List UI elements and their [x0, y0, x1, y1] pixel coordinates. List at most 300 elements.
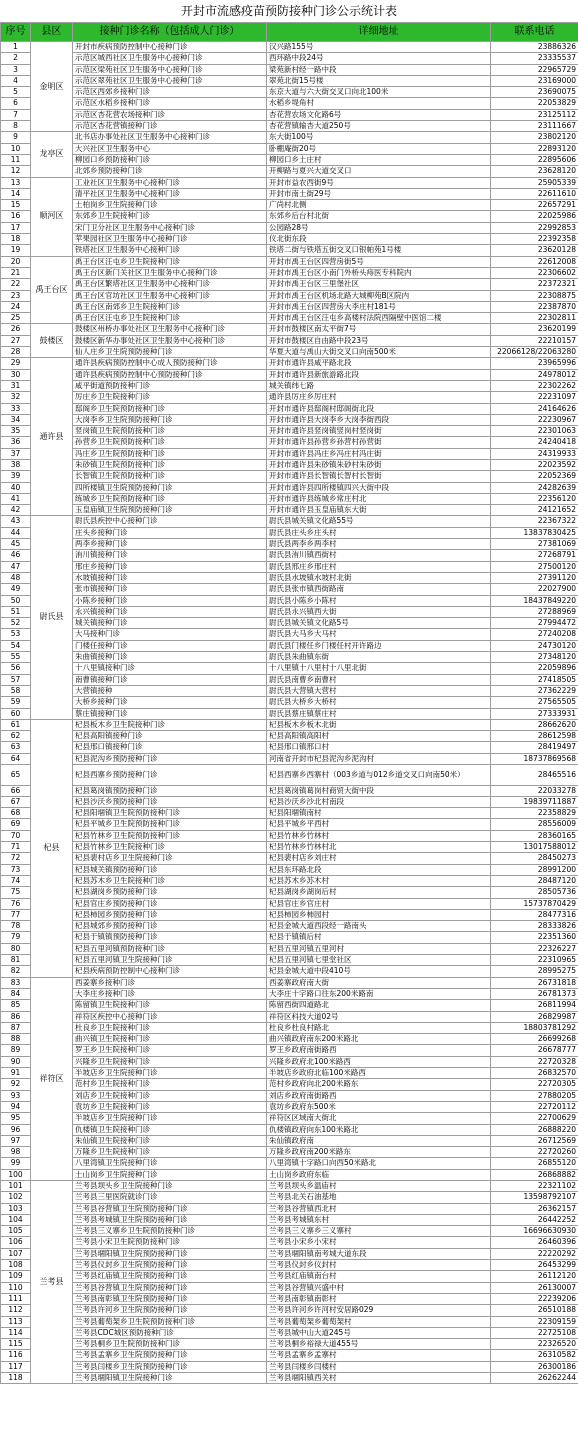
cell-phone: 23886326	[491, 42, 578, 53]
table-row	[1, 830, 578, 841]
table-row	[1, 606, 578, 617]
cell-phone: 26731818	[491, 977, 578, 988]
cell-clinic: 厉庄乡卫生院接种门诊	[73, 392, 267, 403]
table-row	[1, 392, 578, 403]
cell-clinic: 刘店乡卫生院接种门诊	[73, 1090, 267, 1101]
cell-address: 尉氏县庄头乡庄头村	[267, 527, 491, 538]
cell-address: 杏花营镇输杏大道250号	[267, 121, 491, 132]
table-row	[1, 584, 578, 595]
cell-county: 尉氏县	[31, 516, 73, 719]
cell-clinic: 大马接种门诊	[73, 629, 267, 640]
cell-seq: 61	[1, 719, 31, 730]
cell-address: 开封市南土街29号	[267, 188, 491, 199]
cell-address: 罗王乡政府南街路西	[267, 1045, 491, 1056]
cell-address: 陈留西街四道路北	[267, 1000, 491, 1011]
table-row	[1, 943, 578, 954]
cell-seq: 72	[1, 853, 31, 864]
cell-seq: 18	[1, 234, 31, 245]
cell-phone: 22351360	[491, 932, 578, 943]
cell-seq: 56	[1, 663, 31, 674]
header-county: 县区	[31, 23, 73, 42]
table-row	[1, 966, 578, 977]
header-clinic: 接种门诊名称（包括成人门诊）	[73, 23, 267, 42]
table-row	[1, 245, 578, 256]
cell-seq: 105	[1, 1226, 31, 1237]
cell-phone: 26868882	[491, 1169, 578, 1180]
table-row	[1, 1147, 578, 1158]
cell-clinic: 城关镇接种门诊	[73, 618, 267, 629]
cell-address: 祥符区区域南大街北	[267, 1113, 491, 1124]
cell-clinic: 宋门卫分社区卫生服务中心接种门诊	[73, 222, 267, 233]
table-row	[1, 1158, 578, 1169]
cell-phone: 22965729	[491, 64, 578, 75]
cell-phone: 28333826	[491, 921, 578, 932]
cell-clinic: 杞县疾病预防控制中心接种门诊	[73, 966, 267, 977]
cell-seq: 112	[1, 1305, 31, 1316]
table-row	[1, 1293, 578, 1304]
cell-address: 尉氏县门楼任乡门楼任村开许路边	[267, 640, 491, 651]
cell-address: 杞县阳堌镇南村	[267, 808, 491, 819]
cell-clinic: 杞县阳堌镇卫生院预防接种门诊	[73, 808, 267, 819]
cell-address: 尉氏县水坡镇水坡村北街	[267, 572, 491, 583]
cell-seq: 58	[1, 685, 31, 696]
cell-phone: 28991200	[491, 864, 578, 875]
table-row	[1, 358, 578, 369]
cell-seq: 109	[1, 1271, 31, 1282]
cell-clinic: 示范区杏花营农场接种门诊	[73, 109, 267, 120]
cell-address: 开封市通许县竖岗镇竖岗村竖岗街	[267, 426, 491, 437]
table-row	[1, 166, 578, 177]
cell-address: 开封市禹王台区机场北路大城柳苑B区院内	[267, 290, 491, 301]
cell-clinic: 禹王台区繁塔社区卫生服务中心接种门诊	[73, 279, 267, 290]
cell-seq: 91	[1, 1068, 31, 1079]
table-row	[1, 1339, 578, 1350]
cell-address: 杞县金城大道西段经一路南头	[267, 921, 491, 932]
cell-phone: 28450273	[491, 853, 578, 864]
cell-address: 兰考县谷营镇西北村	[267, 1203, 491, 1214]
table-row	[1, 753, 578, 764]
cell-clinic: 兰考县坝头乡卫生院接种门诊	[73, 1180, 267, 1191]
cell-address: 西姜寨政府南大街	[267, 977, 491, 988]
cell-clinic: 禹王台区官坊社区卫生服务中心接种门诊	[73, 290, 267, 301]
cell-seq: 106	[1, 1237, 31, 1248]
cell-phone: 26712569	[491, 1135, 578, 1146]
table-row	[1, 887, 578, 898]
cell-seq: 90	[1, 1056, 31, 1067]
table-row	[1, 708, 578, 719]
cell-clinic: 祥符区疾控中心接种门诊	[73, 1011, 267, 1022]
cell-clinic: 杞县于镇镇预防接种门诊	[73, 932, 267, 943]
cell-phone: 26855120	[491, 1158, 578, 1169]
cell-phone: 22725108	[491, 1327, 578, 1338]
cell-seq: 43	[1, 516, 31, 527]
table-row	[1, 154, 578, 165]
table-row	[1, 731, 578, 742]
cell-seq: 24	[1, 301, 31, 312]
cell-clinic: 杞县邢口镇接种门诊	[73, 742, 267, 753]
table-row	[1, 1068, 578, 1079]
cell-phone: 26510188	[491, 1305, 578, 1316]
cell-seq: 111	[1, 1293, 31, 1304]
table-row	[1, 1327, 578, 1338]
cell-seq: 83	[1, 977, 31, 988]
cell-phone: 22611610	[491, 188, 578, 199]
table-row	[1, 785, 578, 796]
cell-address: 杜良乡杜良村路北	[267, 1022, 491, 1033]
cell-phone: 22612008	[491, 256, 578, 267]
cell-clinic: 开封市疾病预防控制中心接种门诊	[73, 42, 267, 53]
cell-phone: 16696630930	[491, 1226, 578, 1237]
cell-address: 杞县板木乡板木北街	[267, 719, 491, 730]
cell-clinic: 示范区西郊乡接种门诊	[73, 87, 267, 98]
cell-seq: 75	[1, 887, 31, 898]
cell-seq: 38	[1, 459, 31, 470]
cell-phone: 22720305	[491, 1079, 578, 1090]
cell-clinic: 杞县柿园乡预防接种门诊	[73, 909, 267, 920]
cell-phone: 13837830425	[491, 527, 578, 538]
cell-county: 龙亭区	[31, 132, 73, 177]
table-row	[1, 200, 578, 211]
cell-clinic: 玉皇庙镇卫生院预防接种门诊	[73, 505, 267, 516]
table-row	[1, 177, 578, 188]
cell-seq: 78	[1, 921, 31, 932]
cell-phone: 22700629	[491, 1113, 578, 1124]
cell-seq: 89	[1, 1045, 31, 1056]
cell-phone: 28612598	[491, 731, 578, 742]
cell-seq: 49	[1, 584, 31, 595]
table-row	[1, 414, 578, 425]
cell-clinic: 鼓楼区州桥办事处社区卫生服务中心接种门诊	[73, 324, 267, 335]
cell-seq: 41	[1, 493, 31, 504]
cell-phone: 26829987	[491, 1011, 578, 1022]
cell-seq: 1	[1, 42, 31, 53]
cell-seq: 23	[1, 290, 31, 301]
cell-address: 兰考县南彰镇南彰村	[267, 1293, 491, 1304]
cell-phone: 28995275	[491, 966, 578, 977]
cell-seq: 36	[1, 437, 31, 448]
cell-address: 兰考县闫楼乡闫楼村	[267, 1361, 491, 1372]
table-row	[1, 1203, 578, 1214]
table-row	[1, 437, 578, 448]
cell-county: 顺河区	[31, 177, 73, 256]
cell-clinic: 大李庄乡接种门诊	[73, 988, 267, 999]
cell-seq: 32	[1, 392, 31, 403]
table-row	[1, 222, 578, 233]
cell-seq: 99	[1, 1158, 31, 1169]
cell-address: 华夏大道与禹山大街交叉口向南500米	[267, 347, 491, 358]
cell-phone: 15737870429	[491, 898, 578, 909]
cell-seq: 80	[1, 943, 31, 954]
cell-seq: 51	[1, 606, 31, 617]
table-row	[1, 335, 578, 346]
cell-phone: 22310965	[491, 955, 578, 966]
cell-seq: 70	[1, 830, 31, 841]
cell-address: 兰考县城中山大道245号	[267, 1327, 491, 1338]
cell-seq: 103	[1, 1203, 31, 1214]
cell-phone: 28487120	[491, 875, 578, 886]
cell-seq: 71	[1, 842, 31, 853]
table-row	[1, 403, 578, 414]
cell-seq: 25	[1, 313, 31, 324]
cell-phone: 23335537	[491, 53, 578, 64]
cell-clinic: 兰考县闫楼乡卫生院预防接种门诊	[73, 1361, 267, 1372]
table-row	[1, 98, 578, 109]
cell-phone: 23620199	[491, 324, 578, 335]
cell-seq: 53	[1, 629, 31, 640]
cell-address: 广尚村北侧	[267, 200, 491, 211]
cell-clinic: 杞县官庄乡预防接种门诊	[73, 898, 267, 909]
table-row	[1, 505, 578, 516]
cell-address: 铁塔二街与铁塔五街交叉口银帕苑1号楼	[267, 245, 491, 256]
cell-address: 杞县湖岗乡湖岗后村	[267, 887, 491, 898]
cell-address: 东京大道与六大街交叉口向北100米	[267, 87, 491, 98]
table-row	[1, 674, 578, 685]
table-row	[1, 64, 578, 75]
cell-address: 东郊乡后台村北街	[267, 211, 491, 222]
cell-clinic: 兰考县三里医院就诊门诊	[73, 1192, 267, 1203]
cell-phone: 13017588012	[491, 842, 578, 853]
cell-address: 杞县于镇镇后村	[267, 932, 491, 943]
cell-phone: 22720328	[491, 1056, 578, 1067]
cell-phone: 22066128/22063280	[491, 347, 578, 358]
cell-phone: 26460396	[491, 1237, 578, 1248]
cell-phone: 28465516	[491, 765, 578, 786]
cell-clinic: 铁塔社区卫生服务中心接种门诊	[73, 245, 267, 256]
cell-clinic: 禹王台区新门关社区卫生服务中心接种门诊	[73, 267, 267, 278]
table-row	[1, 1000, 578, 1011]
table-row	[1, 898, 578, 909]
cell-clinic: 示范区杏花营镇接种门诊	[73, 121, 267, 132]
cell-address: 袁坊乡政府东500米	[267, 1101, 491, 1112]
cell-phone: 26832570	[491, 1068, 578, 1079]
table-row	[1, 572, 578, 583]
table-row	[1, 516, 578, 527]
cell-seq: 40	[1, 482, 31, 493]
cell-clinic: 长智镇卫生院预防接种门诊	[73, 471, 267, 482]
table-row	[1, 527, 578, 538]
cell-clinic: 洧川镇接种门诊	[73, 550, 267, 561]
table-row	[1, 719, 578, 730]
table-row	[1, 864, 578, 875]
cell-clinic: 兰考县桐乡卫生院预防接种门诊	[73, 1339, 267, 1350]
cell-clinic: 大桥乡接种门诊	[73, 697, 267, 708]
table-header-row	[1, 23, 578, 42]
table-row	[1, 1271, 578, 1282]
cell-clinic: 袁坊乡卫生院接种门诊	[73, 1101, 267, 1112]
cell-phone: 28419497	[491, 742, 578, 753]
cell-address: 尉氏县大马乡大马村	[267, 629, 491, 640]
cell-phone: 13598792107	[491, 1192, 578, 1203]
table-row	[1, 234, 578, 245]
cell-clinic: 万隆乡卫生院接种门诊	[73, 1147, 267, 1158]
table-row	[1, 188, 578, 199]
table-row	[1, 53, 578, 64]
table-row	[1, 685, 578, 696]
cell-address: 尉氏县蔡庄镇蔡庄村	[267, 708, 491, 719]
cell-seq: 101	[1, 1180, 31, 1191]
table-body	[1, 42, 578, 1384]
cell-clinic: 练城乡卫生院预防接种门诊	[73, 493, 267, 504]
cell-phone: 23802120	[491, 132, 578, 143]
clinic-table	[0, 22, 578, 1384]
cell-phone: 23125112	[491, 109, 578, 120]
cell-phone: 27565505	[491, 697, 578, 708]
table-row	[1, 1056, 578, 1067]
cell-clinic: 杞县裴村店乡卫生院接种门诊	[73, 853, 267, 864]
cell-address: 兰考县坝头乡温庙村	[267, 1180, 491, 1191]
cell-phone: 25905339	[491, 177, 578, 188]
cell-seq: 12	[1, 166, 31, 177]
table-row	[1, 426, 578, 437]
header-address: 详细地址	[267, 23, 491, 42]
cell-phone: 27333931	[491, 708, 578, 719]
cell-clinic: 杜良乡卫生院接种门诊	[73, 1022, 267, 1033]
cell-clinic: 兰考县葡萄架乡卫生院预防接种门诊	[73, 1316, 267, 1327]
cell-clinic: 杞县五里河镇预防接种门诊	[73, 943, 267, 954]
cell-address: 仪北街东段	[267, 234, 491, 245]
cell-seq: 102	[1, 1192, 31, 1203]
cell-clinic: 大营镇接种	[73, 685, 267, 696]
cell-clinic: 孙营乡卫生院预防接种门诊	[73, 437, 267, 448]
cell-phone: 22239206	[491, 1293, 578, 1304]
cell-clinic: 杞县竹林乡卫生院接种门诊	[73, 842, 267, 853]
cell-seq: 92	[1, 1079, 31, 1090]
cell-phone: 22210157	[491, 335, 578, 346]
cell-address: 尉氏县两李乡两李村	[267, 539, 491, 550]
cell-phone: 27500120	[491, 561, 578, 572]
table-row	[1, 1282, 578, 1293]
cell-address: 兰考县堌阳镇西关村	[267, 1373, 491, 1384]
cell-clinic: 朱砂镇卫生院预防接种门诊	[73, 459, 267, 470]
table-row	[1, 290, 578, 301]
cell-clinic: 北郊乡预防接种门诊	[73, 166, 267, 177]
table-row	[1, 663, 578, 674]
cell-seq: 84	[1, 988, 31, 999]
cell-address: 开封市通许县新旅游路北段	[267, 369, 491, 380]
cell-seq: 107	[1, 1248, 31, 1259]
cell-clinic: 杞县城郊乡预防接种门诊	[73, 921, 267, 932]
cell-phone: 24319933	[491, 448, 578, 459]
cell-clinic: 门楼任接种门诊	[73, 640, 267, 651]
cell-address: 尉氏县洧川镇西街村	[267, 550, 491, 561]
cell-clinic: 通许县疾病预防控制中心预防接种门诊	[73, 369, 267, 380]
table-row	[1, 42, 578, 53]
cell-seq: 27	[1, 335, 31, 346]
cell-phone: 22992853	[491, 222, 578, 233]
cell-phone: 22356120	[491, 493, 578, 504]
cell-phone: 18437849220	[491, 595, 578, 606]
cell-clinic: 示范区城西社区卫生服务中心接种门诊	[73, 53, 267, 64]
cell-clinic: 兰考县谷营镇卫生院预防接种门诊	[73, 1203, 267, 1214]
cell-phone: 22302811	[491, 313, 578, 324]
cell-address: 八里湾镇十字路口向西50米路北	[267, 1158, 491, 1169]
table-row	[1, 1361, 578, 1372]
cell-seq: 74	[1, 875, 31, 886]
table-row	[1, 1192, 578, 1203]
cell-phone: 26362157	[491, 1203, 578, 1214]
cell-seq: 33	[1, 403, 31, 414]
cell-address: 尉氏县城关镇文化路55号	[267, 516, 491, 527]
table-row	[1, 853, 578, 864]
cell-seq: 22	[1, 279, 31, 290]
table-row	[1, 1237, 578, 1248]
cell-seq: 96	[1, 1124, 31, 1135]
cell-seq: 108	[1, 1260, 31, 1271]
cell-address: 祥符区科技大道02号	[267, 1011, 491, 1022]
cell-phone: 22306602	[491, 267, 578, 278]
table-row	[1, 471, 578, 482]
table-row	[1, 550, 578, 561]
cell-seq: 94	[1, 1101, 31, 1112]
table-row	[1, 561, 578, 572]
cell-address: 卧棚庵街20号	[267, 143, 491, 154]
cell-clinic: 两李乡接种门诊	[73, 539, 267, 550]
cell-seq: 81	[1, 955, 31, 966]
cell-phone: 22893120	[491, 143, 578, 154]
cell-address: 万隆乡政府南200米路东	[267, 1147, 491, 1158]
table-row	[1, 369, 578, 380]
cell-phone: 27348120	[491, 652, 578, 663]
cell-seq: 116	[1, 1350, 31, 1361]
cell-seq: 21	[1, 267, 31, 278]
cell-address: 开封市禹王台区四营房街5号	[267, 256, 491, 267]
header-phone: 联系电话	[491, 23, 578, 42]
cell-phone: 22657291	[491, 200, 578, 211]
cell-phone: 24164626	[491, 403, 578, 414]
cell-phone: 24240418	[491, 437, 578, 448]
cell-clinic: 清平社区卫生服务中心接种门诊	[73, 188, 267, 199]
cell-seq: 54	[1, 640, 31, 651]
cell-address: 范村乡政府向北200米路东	[267, 1079, 491, 1090]
cell-clinic: 杞县苏木乡卫生院接种门诊	[73, 875, 267, 886]
cell-clinic: 兰考县红庙镇卫生院预防接种门诊	[73, 1271, 267, 1282]
cell-phone: 19839711887	[491, 796, 578, 807]
cell-phone: 24730120	[491, 640, 578, 651]
table-row	[1, 1214, 578, 1225]
cell-clinic: 柳园口乡预防接种门诊	[73, 154, 267, 165]
cell-address: 开封市禹王台区四营房大李庄村181号	[267, 301, 491, 312]
cell-clinic: 土山岗乡卫生院接种门诊	[73, 1169, 267, 1180]
cell-seq: 114	[1, 1327, 31, 1338]
table-row	[1, 75, 578, 86]
cell-phone: 22301063	[491, 426, 578, 437]
cell-address: 尉氏县南曹乡南曹村	[267, 674, 491, 685]
cell-phone: 22392358	[491, 234, 578, 245]
cell-seq: 87	[1, 1022, 31, 1033]
table-row	[1, 955, 578, 966]
cell-seq: 16	[1, 211, 31, 222]
cell-seq: 63	[1, 742, 31, 753]
cell-phone: 27880205	[491, 1090, 578, 1101]
cell-clinic: 范村乡卫生院接种门诊	[73, 1079, 267, 1090]
table-row	[1, 279, 578, 290]
cell-clinic: 杞县板木乡卫生院接种门诊	[73, 719, 267, 730]
cell-seq: 86	[1, 1011, 31, 1022]
cell-clinic: 杞县城关镇预防接种门诊	[73, 864, 267, 875]
cell-address: 开封市禹王台区汪屯乡高楼村法院西隔壁中医馆二楼	[267, 313, 491, 324]
cell-address: 开封市通许县练城乡常庄村北	[267, 493, 491, 504]
cell-seq: 19	[1, 245, 31, 256]
header-seq: 序号	[1, 23, 31, 42]
table-row	[1, 842, 578, 853]
cell-phone: 28477316	[491, 909, 578, 920]
cell-seq: 48	[1, 572, 31, 583]
cell-clinic: 工业社区卫生服务中心接种门诊	[73, 177, 267, 188]
cell-county: 禹王台区	[31, 256, 73, 324]
cell-phone: 22053829	[491, 98, 578, 109]
table-row	[1, 629, 578, 640]
cell-address: 开封市通许县玉皇庙镇东大街	[267, 505, 491, 516]
